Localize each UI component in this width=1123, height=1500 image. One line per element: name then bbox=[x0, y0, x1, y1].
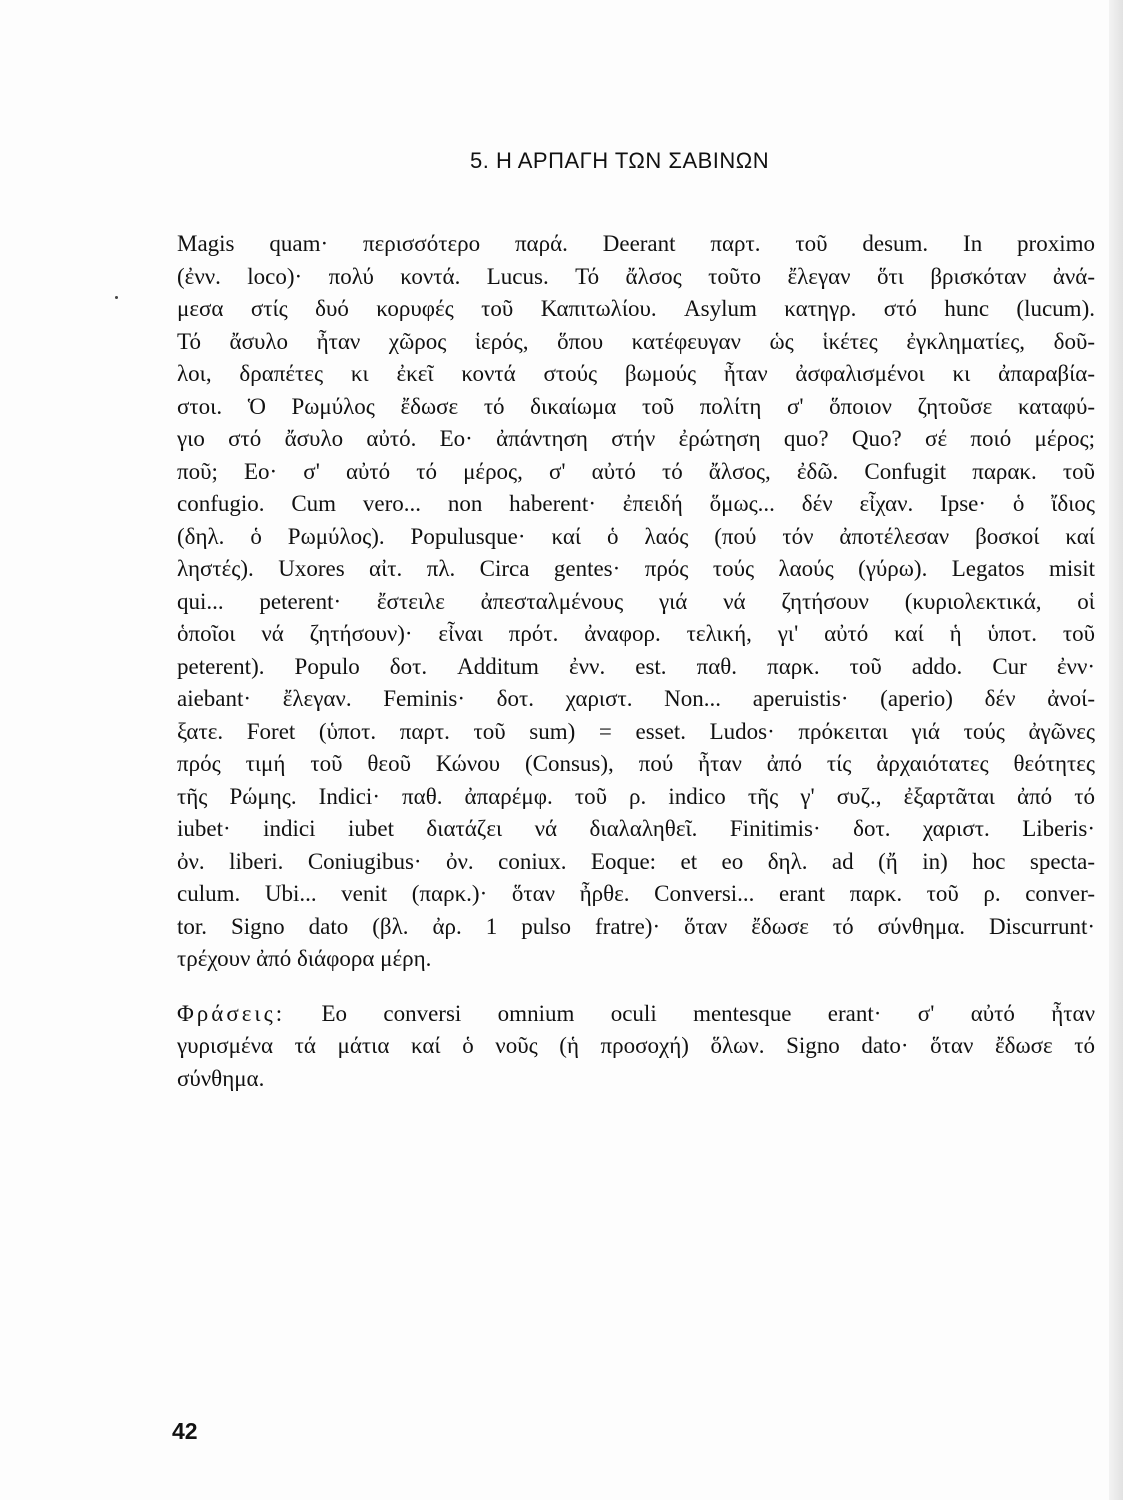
page-edge-shadow bbox=[1109, 0, 1123, 1500]
paragraph-gap bbox=[177, 976, 1095, 998]
notes-line: ξατε. Foret (ὑποτ. παρτ. τοῦ sum) = esset. Ludos· πρόκειται γιά τούς ἀγῶνες bbox=[177, 718, 1095, 744]
chapter-title: 5. Η ΑΡΠΑΓΗ ΤΩΝ ΣΑΒΙΝΩΝ bbox=[470, 148, 770, 173]
notes-line: ὁποῖοι νά ζητήσουν)· εἶναι πρότ. ἀναφορ. τελική, γι' αὐτό καί ἡ ὑποτ. τοῦ bbox=[177, 621, 1095, 646]
notes-body bbox=[177, 228, 1095, 1095]
page-number: 42 bbox=[172, 1418, 198, 1444]
notes-line: ὀν. liberi. Coniugibus· ὀν. coniux. Eoque: et eo δηλ. ad (ἤ in) hoc specta- bbox=[177, 848, 1095, 874]
notes-line: στοι. Ὁ Ρωμύλος ἔδωσε τό δικαίωμα τοῦ πολίτη σ' ὅποιον ζητοῦσε καταφύ- bbox=[177, 393, 1095, 419]
phrases-text: Eo conversi omnium oculi mentesque erant· σ' αὐτό ἦταν bbox=[285, 1000, 1095, 1026]
notes-line: (δηλ. ὁ Ρωμύλος). Populusque· καί ὁ λαός (πού τόν ἀποτέλεσαν βοσκοί καί bbox=[177, 523, 1095, 549]
scan-speck bbox=[115, 296, 118, 299]
notes-line: μεσα στίς δυό κορυφές τοῦ Καπιτωλίου. Asylum κατηγρ. στό hunc (lucum). bbox=[177, 296, 1095, 321]
notes-line: λοι, δραπέτες κι ἐκεῖ κοντά στούς βωμούς ἦταν ἀσφαλισμένοι κι ἀπαραβία- bbox=[177, 361, 1095, 386]
notes-line: Τό ἄσυλο ἦταν χῶρος ἱερός, ὅπου κατέφευγαν ὡς ἱκέτες ἐγκληματίες, δοῦ- bbox=[177, 328, 1095, 354]
notes-line: πρός τιμή τοῦ θεοῦ Κώνου (Consus), πού ἦταν ἀπό τίς ἀρχαιότατες θεότητες bbox=[177, 751, 1095, 776]
notes-line: γιο στό ἄσυλο αὐτό. Eo· ἀπάντηση στήν ἐρώτηση quo? Quo? σέ ποιό μέρος; bbox=[177, 426, 1095, 451]
notes-line: (ἐνν. loco)· πολύ κοντά. Lucus. Τό ἄλσος τοῦτο ἔλεγαν ὅτι βρισκόταν ἀνά- bbox=[177, 263, 1095, 289]
notes-line: tor. Signo dato (βλ. ἀρ. 1 pulso fratre)· ὅταν ἔδωσε τό σύνθημα. Discurrunt· bbox=[177, 913, 1095, 939]
phrases-line: γυρισμένα τά μάτια καί ὁ νοῦς (ἡ προσοχή) ὅλων. Signo dato· ὅταν ἔδωσε τό bbox=[177, 1033, 1095, 1058]
notes-line: ληστές). Uxores αἰτ. πλ. Circa gentes· πρός τούς λαούς (γύρω). Legatos misit bbox=[177, 556, 1095, 581]
notes-line: confugio. Cum vero... non haberent· ἐπειδή ὅμως... δέν εἶχαν. Ipse· ὁ ἴδιος bbox=[177, 491, 1095, 516]
notes-line: Magis quam· περισσότερο παρά. Deerant παρτ. τοῦ desum. In proximo bbox=[177, 231, 1095, 256]
notes-line: ποῦ; Eo· σ' αὐτό τό μέρος, σ' αὐτό τό ἄλσος, ἐδῶ. Confugit παρακ. τοῦ bbox=[177, 458, 1095, 484]
notes-line: aiebant· ἔλεγαν. Feminis· δοτ. χαριστ. Non... aperuistis· (aperio) δέν ἀνοί- bbox=[177, 686, 1095, 711]
notes-line: qui... peterent· ἔστειλε ἀπεσταλμένους γιά νά ζητήσουν (κυριολεκτικά, οἱ bbox=[177, 588, 1095, 614]
phrases-line bbox=[177, 998, 1095, 1031]
notes-line: culum. Ubi... venit (παρκ.)· ὅταν ἦρθε. Conversi... erant παρκ. τοῦ ρ. conver- bbox=[177, 881, 1095, 906]
phrases-label: Φράσεις: bbox=[177, 1000, 286, 1026]
notes-line: τῆς Ρώμης. Indici· παθ. ἀπαρέμφ. τοῦ ρ. indico τῆς γ' συζ., ἐξαρτᾶται ἀπό τό bbox=[177, 783, 1095, 809]
phrases-line: σύνθημα. bbox=[177, 1065, 265, 1091]
notes-line: τρέχουν ἀπό διάφορα μέρη. bbox=[177, 946, 432, 971]
notes-line: peterent). Populo δοτ. Additum ἐνν. est. παθ. παρκ. τοῦ addo. Cur ἐνν· bbox=[177, 653, 1095, 679]
notes-line: iubet· indici iubet διατάζει νά διαλαληθεῖ. Finitimis· δοτ. χαριστ. Liberis· bbox=[177, 816, 1095, 841]
